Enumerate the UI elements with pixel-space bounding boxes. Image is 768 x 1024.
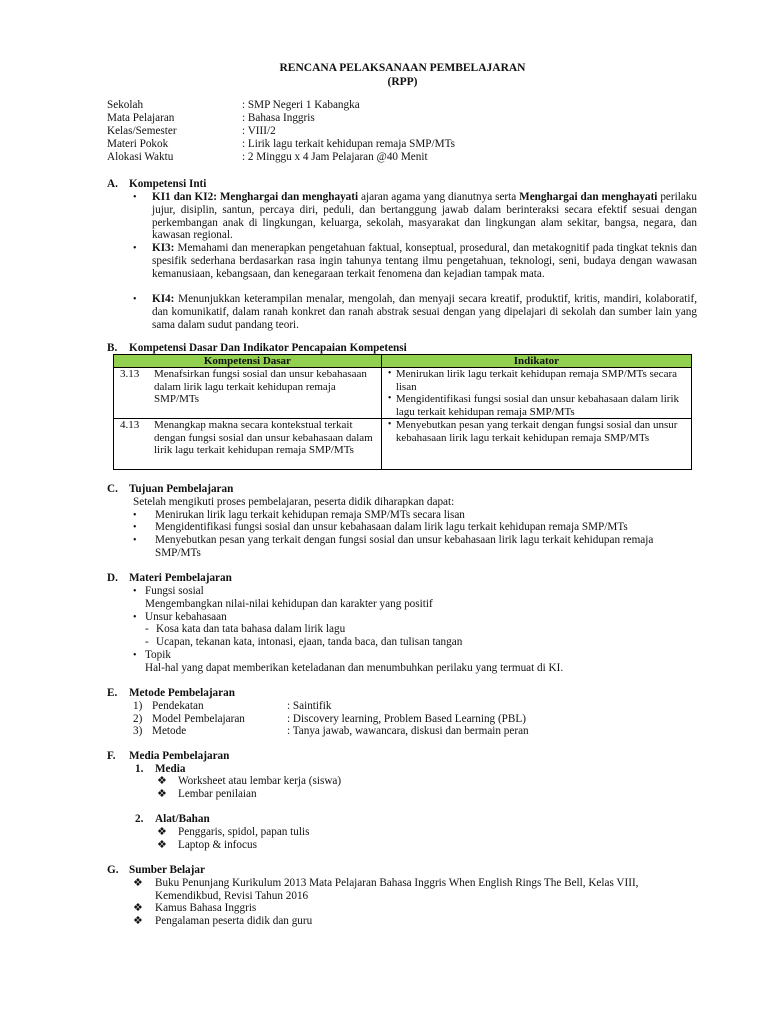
alat-item: Laptop & infocus — [178, 839, 257, 851]
materi-unsur: Unsur kebahasaan — [145, 611, 227, 623]
tujuan-intro: Setelah mengikuti proses pembelajaran, peserta didik diharapkan dapat: — [133, 496, 455, 508]
metode-num: 2) — [133, 713, 143, 725]
kd-text: Menafsirkan fungsi sosial dan unsur kebahasaan dalam lirik lagu terkait kehidupan remaja SMP/MTs — [154, 368, 367, 405]
bullet-icon: • — [133, 650, 137, 661]
sumber-item: Kamus Bahasa Inggris — [155, 902, 257, 914]
media-number: 1. — [135, 763, 144, 775]
table-cell-kd — [114, 368, 382, 419]
metode-value: : Saintifik — [287, 700, 332, 712]
materi-fungsi-sosial: Fungsi sosial — [145, 585, 204, 597]
alat-title: Alat/Bahan — [155, 813, 210, 825]
sumber-item: Buku Penunjang Kurikulum 2013 Mata Pelajaran Bahasa Inggris When English Rings The Bell, Kelas VIII, Kemendikbud, Revisi Tahun 2016 — [155, 877, 639, 902]
bullet-icon: • — [387, 368, 392, 379]
bullet-icon: • — [133, 586, 137, 597]
table-row — [114, 368, 692, 419]
bullet-icon: • — [133, 612, 137, 623]
kd-text: Menangkap makna secara kontekstual terkait dengan fungsi sosial dan unsur kebahasaan dalam lirik lagu terkait kehidupan remaja SMP/MTs — [154, 419, 373, 456]
media-item: Worksheet atau lembar kerja (siswa) — [178, 775, 342, 787]
bullet-icon: • — [133, 192, 137, 203]
identity-label: Materi Pokok — [107, 138, 169, 150]
materi-topik: Topik — [145, 649, 171, 661]
bullet-icon: • — [133, 522, 137, 533]
diamond-bullet-icon: ❖ — [157, 788, 168, 800]
materi-topik-desc: Hal-hal yang dapat memberikan keteladanan dan menumbuhkan perilaku yang termuat di KI. — [145, 662, 564, 674]
ki1-ki2-paragraph: KI1 dan KI2: Menghargai dan menghayati ajaran agama yang dianutnya serta Menghargai dan menghayati perilaku jujur, disiplin, santun, percaya diri, peduli, dan bertanggung jawab dalam berinteraksi secara efektif sesuai dengan perkembangan anak di lingkungan, keluarga, sekolah, masyarakat dan lingkungan alam sekitar, bangsa, negara, dan kawasan regional. — [152, 191, 697, 242]
table-cell-indikator — [381, 419, 691, 470]
metode-num: 3) — [133, 725, 143, 737]
tujuan-item: Mengidentifikasi fungsi sosial dan unsur kebahasaan dalam lirik lagu terkait kehidupan remaja SMP/MTs — [155, 521, 628, 533]
materi-fungsi-desc: Mengembangkan nilai-nilai kehidupan dan karakter yang positif — [145, 598, 433, 610]
alat-item: Penggaris, spidol, papan tulis — [178, 826, 310, 838]
indicator-item: • Menirukan lirik lagu terkait kehidupan remaja SMP/MTs secara lisan — [387, 368, 677, 393]
identity-value: : Bahasa Inggris — [242, 112, 315, 124]
diamond-bullet-icon: ❖ — [157, 826, 168, 838]
metode-value: : Discovery learning, Problem Based Learning (PBL) — [287, 713, 526, 725]
identity-label: Sekolah — [107, 99, 144, 111]
bullet-icon: • — [133, 535, 137, 546]
alat-number: 2. — [135, 813, 144, 825]
metode-value: : Tanya jawab, wawancara, diskusi dan bermain peran — [287, 725, 529, 737]
metode-label: Pendekatan — [152, 700, 204, 712]
identity-value: : Lirik lagu terkait kehidupan remaja SMP/MTs — [242, 138, 455, 150]
materi-unsur-item: Kosa kata dan tata bahasa dalam lirik lagu — [156, 623, 346, 635]
section-e-heading: E. Metode Pembelajaran — [107, 687, 235, 699]
bullet-icon: • — [133, 243, 137, 254]
document-subtitle: (RPP) — [387, 76, 418, 88]
diamond-bullet-icon: ❖ — [157, 839, 168, 851]
bullet-icon: • — [133, 294, 137, 305]
section-f-heading: F. Media Pembelajaran — [107, 750, 230, 762]
diamond-bullet-icon: ❖ — [133, 902, 144, 914]
document-title: RENCANA PELAKSANAAN PEMBELAJARAN — [279, 62, 526, 74]
metode-label: Metode — [152, 725, 187, 737]
table-cell-indikator — [381, 368, 691, 419]
media-title: Media — [155, 763, 186, 775]
section-d-heading: D. Materi Pembelajaran — [107, 572, 232, 584]
kd-number: 3.13 — [120, 368, 140, 380]
bullet-icon: • — [387, 419, 392, 430]
tujuan-item: Menyebutkan pesan yang terkait dengan fungsi sosial dan unsur kebahasaan lirik lagu terkait kehidupan remaja SMP/MTs — [155, 534, 654, 559]
materi-unsur-item: Ucapan, tekanan kata, intonasi, ejaan, tanda baca, dan tulisan tangan — [156, 636, 463, 648]
dash-icon: - — [145, 636, 149, 648]
metode-num: 1) — [133, 700, 143, 712]
competency-table — [113, 354, 692, 470]
ki4-paragraph: KI4: Menunjukkan keterampilan menalar, mengolah, dan menyaji secara kreatif, produktif, kritis, mandiri, kolaboratif, dan komunikatif, dalam ranah konkret dan ranah abstrak sesuai dengan yang dipelajari di sekolah dan sumber lain yang sama dalam sudut pandang teori. — [152, 293, 697, 331]
section-a-heading: A. Kompetensi Inti — [107, 178, 207, 190]
identity-label: Mata Pelajaran — [107, 112, 175, 124]
indicator-item: • Menyebutkan pesan yang terkait dengan fungsi sosial dan unsur kebahasaan lirik lagu terkait kehidupan remaja SMP/MTs — [387, 419, 678, 444]
table-cell-kd — [114, 419, 382, 470]
identity-label: Alokasi Waktu — [107, 151, 174, 163]
metode-label: Model Pembelajaran — [152, 713, 245, 725]
dash-icon: - — [145, 623, 149, 635]
diamond-bullet-icon: ❖ — [157, 775, 168, 787]
kd-number: 4.13 — [120, 419, 140, 431]
bullet-icon: • — [387, 393, 392, 404]
identity-value: : 2 Minggu x 4 Jam Pelajaran @40 Menit — [242, 151, 428, 163]
table-header-indikator: Indikator — [381, 355, 691, 368]
identity-value: : SMP Negeri 1 Kabangka — [242, 99, 360, 111]
table-header-kd: Kompetensi Dasar — [114, 355, 382, 368]
diamond-bullet-icon: ❖ — [133, 915, 144, 927]
table-header-row — [114, 355, 692, 368]
tujuan-item: Menirukan lirik lagu terkait kehidupan remaja SMP/MTs secara lisan — [155, 509, 465, 521]
media-item: Lembar penilaian — [178, 788, 257, 800]
bullet-icon: • — [133, 510, 137, 521]
section-c-heading: C. Tujuan Pembelajaran — [107, 483, 234, 495]
sumber-item: Pengalaman peserta didik dan guru — [155, 915, 313, 927]
identity-value: : VIII/2 — [242, 125, 276, 137]
ki3-paragraph: KI3: Memahami dan menerapkan pengetahuan faktual, konseptual, prosedural, dan metakognitif pada tingkat teknis dan spesifik sederhana berdasarkan rasa ingin tahunya tentang ilmu pengetahuan, teknologi, seni, budaya dengan wawasan kemanusiaan, kebangsaan, dan kenegaraan terkait fenomena dan kejadian tampak mata. — [152, 242, 697, 280]
section-g-heading: G. Sumber Belajar — [107, 864, 205, 876]
diamond-bullet-icon: ❖ — [133, 877, 144, 889]
section-b-heading: B. Kompetensi Dasar Dan Indikator Pencapaian Kompetensi — [107, 342, 407, 354]
identity-label: Kelas/Semester — [107, 125, 177, 137]
table-row — [114, 419, 692, 470]
indicator-item: • Mengidentifikasi fungsi sosial dan unsur kebahasaan dalam lirik lagu terkait kehidupan remaja SMP/MTs — [387, 393, 679, 418]
